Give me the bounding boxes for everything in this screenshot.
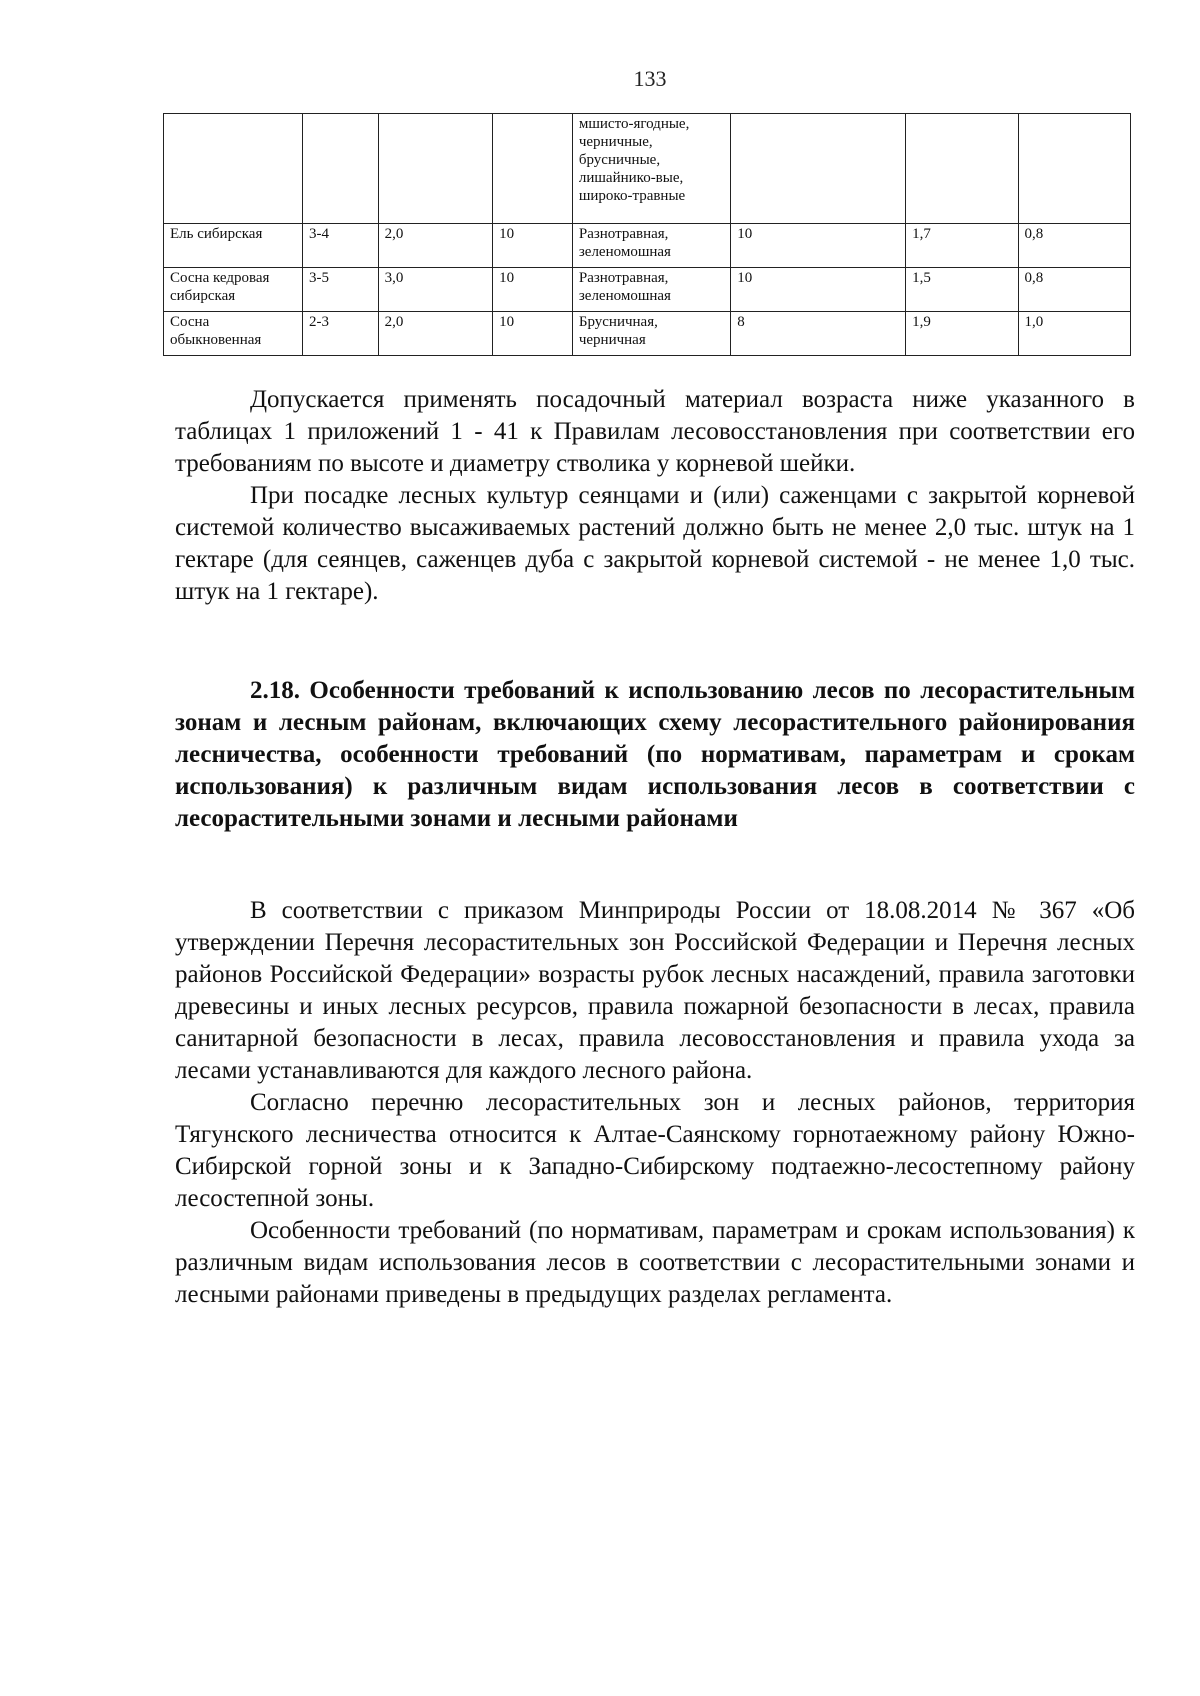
table-cell: Сосна обыкновенная (164, 312, 303, 356)
page-number: 133 (633, 66, 667, 91)
table-cell: мшисто-ягодные, черничные, брусничные, лишайнико-вые, ширoко-травные (572, 114, 730, 224)
table-cell (303, 114, 379, 224)
table-cell: 2,0 (378, 312, 492, 356)
table-cell (906, 114, 1018, 224)
table-cell: 1,7 (906, 224, 1018, 268)
table-cell: 0,8 (1018, 224, 1130, 268)
table-cell: Брусничная, черничная (572, 312, 730, 356)
table-cell: 10 (493, 312, 573, 356)
paragraph: Допускается применять посадочный материал возраста ниже указанного в таблицах 1 приложений 1 - 41 к Правилам лесовосстановления при соответствии его требованиям по высоте и диаметру стволика у корневой шейки. (175, 386, 1135, 477)
table-cell (378, 114, 492, 224)
paragraph: При посадке лесных культур сеянцами и (или) саженцами с закрытой корневой системой количество высаживаемых растений должно быть не менее 2,0 тыс. штук на 1 гектаре (для сеянцев, саженцев дуба с закрытой корневой системой - не менее 1,0 тыс. штук на 1 гектаре). (175, 482, 1135, 605)
table-cell (164, 114, 303, 224)
table-cell: 10 (731, 224, 906, 268)
table-cell: 3-5 (303, 268, 379, 312)
table-cell: 10 (493, 224, 573, 268)
table-cell (1018, 114, 1130, 224)
table-cell: 2-3 (303, 312, 379, 356)
section-heading: 2.18. Особенности требований к использованию лесов по лесорастительным зонам и лесным районам, включающих схему лесорастительного районирования лесничества, особенности требований (по нормативам, параметрам и срокам использования) к различным видам использования лесов в соответствии с лесорастительными зонами и лесными районами (175, 677, 1135, 832)
table-row (164, 224, 1131, 268)
species-table (163, 113, 1131, 356)
table-cell: 1,0 (1018, 312, 1130, 356)
paragraph: Особенности требований (по нормативам, параметрам и срокам использования) к различным видам использования лесов в соответствии с лесорастительными зонами и лесными районами приведены в предыдущих разделах регламента. (175, 1217, 1135, 1308)
table-cell: 10 (493, 268, 573, 312)
table-cell: 1,9 (906, 312, 1018, 356)
table-row (164, 114, 1131, 224)
table-cell: 8 (731, 312, 906, 356)
body-text-top (175, 384, 1135, 608)
table-cell: 3-4 (303, 224, 379, 268)
paragraph: Согласно перечню лесорастительных зон и лесных районов, территория Тягунского лесничества относится к Алтае-Саянскому горнотаежному району Южно-Сибирской горной зоны и к Западно-Сибирскому подтаежно-лесостепному району лесостепной зоны. (175, 1089, 1135, 1212)
table-cell: 1,5 (906, 268, 1018, 312)
table-cell: Разнотравная, зеленомошная (572, 224, 730, 268)
table-cell: 10 (731, 268, 906, 312)
table-cell (493, 114, 573, 224)
table-cell: Ель сибирская (164, 224, 303, 268)
table-cell: Сосна кедровая сибирская (164, 268, 303, 312)
table-row (164, 312, 1131, 356)
table-cell: 0,8 (1018, 268, 1130, 312)
table-cell: 2,0 (378, 224, 492, 268)
table-cell: 3,0 (378, 268, 492, 312)
body-text-bottom (175, 895, 1135, 1311)
table-row (164, 268, 1131, 312)
paragraph: В соответствии с приказом Минприроды России от 18.08.2014 № 367 «Об утверждении Перечня лесорастительных зон Российской Федерации и Перечня лесных районов Российской Федерации» возрасты рубок лесных насаждений, правила заготовки древесины и иных лесных ресурсов, правила пожарной безопасности в лесах, правила санитарной безопасности в лесах, правила лесовосстановления и правила ухода за лесами устанавливаются для каждого лесного района. (175, 897, 1135, 1084)
table-cell: Разнотравная, зеленомошная (572, 268, 730, 312)
table-cell (731, 114, 906, 224)
